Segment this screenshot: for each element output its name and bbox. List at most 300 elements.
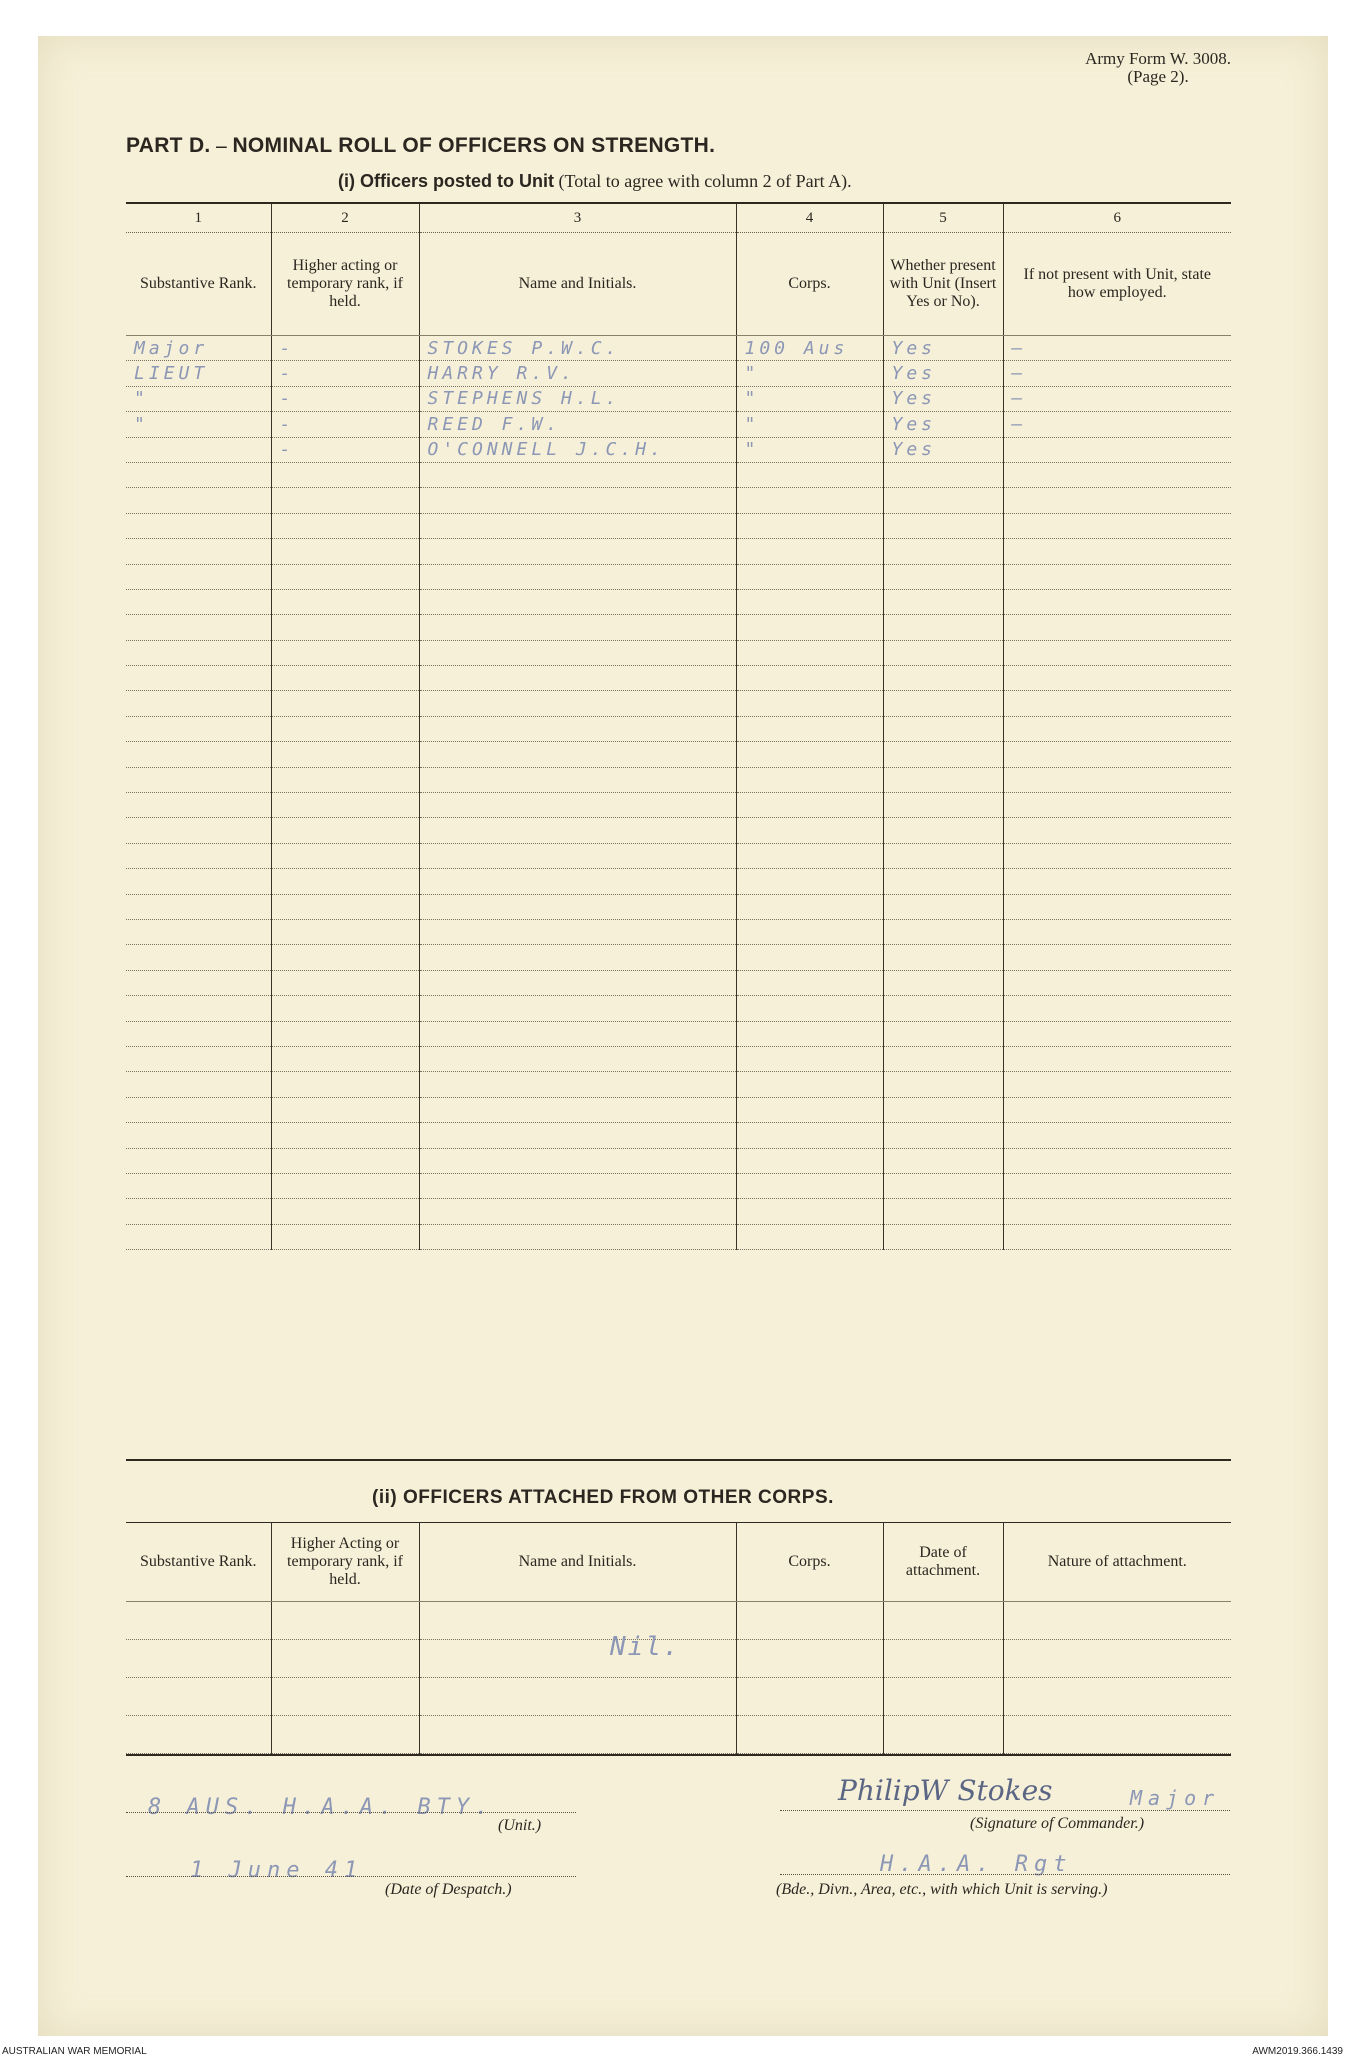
- nil-entry: Nil.: [610, 1632, 681, 1662]
- table-cell: [883, 945, 1003, 970]
- table-cell: —: [1003, 386, 1231, 411]
- table-cell: [419, 513, 736, 538]
- table-cell: [736, 1072, 883, 1097]
- table-cell: [271, 716, 419, 741]
- table-cell: [736, 1046, 883, 1071]
- table-cell: [1003, 1602, 1231, 1640]
- table-cell: [271, 462, 419, 487]
- header2-nature: Nature of attachment.: [1003, 1523, 1231, 1602]
- table-row: [126, 640, 1231, 665]
- table-cell: [419, 1716, 736, 1754]
- header2-corps: Corps.: [736, 1523, 883, 1602]
- bde-value: H.A.A. Rgt: [880, 1852, 1073, 1877]
- table-row: [126, 361, 1231, 386]
- header-substantive-rank: Substantive Rank.: [126, 233, 271, 336]
- table-row: [126, 1716, 1231, 1754]
- table-cell: [126, 691, 271, 716]
- table-cell: [736, 1224, 883, 1249]
- table-cell: [271, 793, 419, 818]
- table-cell: [271, 869, 419, 894]
- table-cell: [419, 615, 736, 640]
- header-name-initials: Name and Initials.: [419, 233, 736, 336]
- table-cell: [883, 742, 1003, 767]
- table-cell: [271, 513, 419, 538]
- table-cell: [736, 1123, 883, 1148]
- table-cell: [419, 539, 736, 564]
- table-cell: [736, 742, 883, 767]
- table-cell: [271, 1021, 419, 1046]
- table-cell: [736, 970, 883, 995]
- table-cell: [883, 589, 1003, 614]
- table-row: [126, 894, 1231, 919]
- table-cell: [271, 1640, 419, 1678]
- table-cell: [1003, 437, 1231, 462]
- table-cell: [419, 1046, 736, 1071]
- table-cell: REED F.W.: [419, 412, 736, 437]
- table-cell: [126, 1602, 271, 1640]
- table-cell: [126, 488, 271, 513]
- table-cell: [1003, 1148, 1231, 1173]
- table-cell: [1003, 1716, 1231, 1754]
- table-cell: [126, 1097, 271, 1122]
- table-cell: [271, 488, 419, 513]
- table-cell: [126, 589, 271, 614]
- table-cell: [1003, 589, 1231, 614]
- table-cell: [736, 640, 883, 665]
- table-cell: [736, 869, 883, 894]
- table-cell: [419, 818, 736, 843]
- table-cell: [736, 615, 883, 640]
- table-cell: [126, 945, 271, 970]
- table-cell: [883, 894, 1003, 919]
- table-cell: [126, 462, 271, 487]
- header-how-employed: If not present with Unit, state how employed.: [1003, 233, 1231, 336]
- table-cell: [883, 513, 1003, 538]
- table-cell: [271, 589, 419, 614]
- table-row: [126, 1224, 1231, 1249]
- table-cell: [126, 1716, 271, 1754]
- table-cell: [883, 1097, 1003, 1122]
- table-cell: [271, 818, 419, 843]
- table-cell: [1003, 1021, 1231, 1046]
- signature-label: (Signature of Commander.): [970, 1815, 1145, 1832]
- unit-label: (Unit.): [498, 1817, 542, 1834]
- table-cell: [736, 488, 883, 513]
- archive-credit-left: AUSTRALIAN WAR MEMORIAL: [2, 2046, 147, 2057]
- table-cell: [883, 564, 1003, 589]
- table-cell: [126, 894, 271, 919]
- table-row: [126, 767, 1231, 792]
- table-cell: [419, 1224, 736, 1249]
- table-cell: [126, 539, 271, 564]
- table-cell: [883, 843, 1003, 868]
- table-cell: [883, 767, 1003, 792]
- table-row: [126, 996, 1231, 1021]
- unit-line: [126, 1812, 576, 1813]
- table1-bottom-rule: [126, 1459, 1231, 1461]
- table-cell: [1003, 919, 1231, 944]
- table-cell: Yes: [883, 386, 1003, 411]
- table-cell: [419, 1173, 736, 1198]
- table-row: [126, 1678, 1231, 1716]
- table-cell: [1003, 488, 1231, 513]
- header-higher-rank: Higher acting or temporary rank, if held.: [271, 233, 419, 336]
- table-cell: [883, 818, 1003, 843]
- table-cell: [736, 1716, 883, 1754]
- column-number-row: 1 2 3 4 5 6: [126, 204, 1231, 233]
- table-cell: ": [736, 412, 883, 437]
- table-cell: [1003, 564, 1231, 589]
- table-cell: 100 Aus: [736, 336, 883, 361]
- table-cell: [271, 767, 419, 792]
- section-2-heading: (ii) OFFICERS ATTACHED FROM OTHER CORPS.: [372, 1487, 834, 1508]
- table-cell: [126, 1123, 271, 1148]
- table-cell: STEPHENS H.L.: [419, 386, 736, 411]
- table-cell: [1003, 742, 1231, 767]
- table-cell: [1003, 869, 1231, 894]
- table-row: [126, 793, 1231, 818]
- table-cell: [271, 640, 419, 665]
- table-cell: [126, 666, 271, 691]
- table-row: [126, 589, 1231, 614]
- table-cell: [126, 716, 271, 741]
- table-cell: [1003, 1097, 1231, 1122]
- table-cell: [883, 869, 1003, 894]
- table-cell: [126, 793, 271, 818]
- table-cell: [271, 1097, 419, 1122]
- table-cell: [736, 945, 883, 970]
- table-cell: [1003, 691, 1231, 716]
- table-cell: [271, 996, 419, 1021]
- table-cell: [419, 488, 736, 513]
- table-row: [126, 336, 1231, 361]
- table-cell: [271, 666, 419, 691]
- table-cell: [736, 589, 883, 614]
- table-row: [126, 1199, 1231, 1224]
- table-cell: [271, 691, 419, 716]
- table-cell: [126, 818, 271, 843]
- table-cell: [736, 1173, 883, 1198]
- table-cell: -: [271, 386, 419, 411]
- table-cell: [126, 996, 271, 1021]
- table-cell: [883, 1640, 1003, 1678]
- table-cell: [883, 1678, 1003, 1716]
- table-cell: [1003, 970, 1231, 995]
- table-cell: [736, 539, 883, 564]
- header2-name-initials: Name and Initials.: [419, 1523, 736, 1602]
- table-row: [126, 1173, 1231, 1198]
- table-cell: [271, 1123, 419, 1148]
- header2-substantive-rank: Substantive Rank.: [126, 1523, 271, 1602]
- section-1-heading: (i) Officers posted to Unit (Total to agree with column 2 of Part A).: [338, 171, 852, 191]
- table-cell: [419, 666, 736, 691]
- table-cell: [419, 894, 736, 919]
- bde-line: [780, 1874, 1230, 1875]
- table-cell: [736, 691, 883, 716]
- table-cell: HARRY R.V.: [419, 361, 736, 386]
- table-cell: [736, 767, 883, 792]
- table-cell: [1003, 1678, 1231, 1716]
- table-cell: [883, 1173, 1003, 1198]
- table-cell: [419, 843, 736, 868]
- table-cell: [126, 742, 271, 767]
- table-cell: [419, 691, 736, 716]
- table-cell: —: [1003, 336, 1231, 361]
- table-row: [126, 1097, 1231, 1122]
- table-cell: [126, 1678, 271, 1716]
- table-cell: [736, 666, 883, 691]
- table-cell: [883, 539, 1003, 564]
- table-cell: [419, 869, 736, 894]
- table-cell: [271, 1046, 419, 1071]
- table-cell: [736, 1148, 883, 1173]
- table-cell: Yes: [883, 437, 1003, 462]
- signature-rank: Major: [1130, 1786, 1221, 1810]
- table-row: [126, 716, 1231, 741]
- table-cell: [271, 1173, 419, 1198]
- table-cell: [736, 996, 883, 1021]
- table-row: [126, 945, 1231, 970]
- header2-higher-rank: Higher Acting or temporary rank, if held.: [271, 1523, 419, 1602]
- table-cell: [736, 564, 883, 589]
- form-number: Army Form W. 3008.: [1085, 49, 1231, 68]
- table-cell: [419, 945, 736, 970]
- table-cell: [126, 564, 271, 589]
- table-cell: [271, 1199, 419, 1224]
- table-cell: [419, 589, 736, 614]
- table-cell: [419, 1640, 736, 1678]
- table-cell: Yes: [883, 336, 1003, 361]
- table-row: [126, 666, 1231, 691]
- table-cell: [271, 539, 419, 564]
- table-row: [126, 462, 1231, 487]
- table-cell: —: [1003, 361, 1231, 386]
- table-cell: [883, 1199, 1003, 1224]
- table-cell: ": [126, 386, 271, 411]
- table-cell: [271, 1072, 419, 1097]
- table-cell: [271, 742, 419, 767]
- table-cell: [126, 767, 271, 792]
- table-cell: [1003, 513, 1231, 538]
- table-cell: ": [126, 412, 271, 437]
- table-cell: [1003, 1640, 1231, 1678]
- table-cell: [419, 1148, 736, 1173]
- header-corps: Corps.: [736, 233, 883, 336]
- table-cell: [883, 793, 1003, 818]
- table-cell: [883, 1046, 1003, 1071]
- table-cell: [271, 894, 419, 919]
- table-cell: [419, 767, 736, 792]
- table-cell: [271, 1716, 419, 1754]
- table-cell: [419, 640, 736, 665]
- table-cell: [1003, 716, 1231, 741]
- table-cell: [736, 919, 883, 944]
- table-row: [126, 539, 1231, 564]
- table-cell: Yes: [883, 361, 1003, 386]
- table-row: [126, 869, 1231, 894]
- table-cell: [419, 1021, 736, 1046]
- table-cell: [419, 462, 736, 487]
- table-row: [126, 919, 1231, 944]
- table-cell: ": [736, 386, 883, 411]
- column-header-row-2: [126, 1523, 1231, 1602]
- table-cell: [1003, 1199, 1231, 1224]
- table-cell: [1003, 996, 1231, 1021]
- table-cell: [419, 1678, 736, 1716]
- table-cell: [1003, 462, 1231, 487]
- bde-label: (Bde., Divn., Area, etc., with which Unit is serving.): [776, 1881, 1108, 1898]
- table-row: [126, 843, 1231, 868]
- table-cell: [271, 615, 419, 640]
- table-cell: [736, 1097, 883, 1122]
- table-row: [126, 691, 1231, 716]
- table-cell: [1003, 818, 1231, 843]
- table-cell: [1003, 767, 1231, 792]
- form-page: (Page 2).: [1127, 67, 1189, 86]
- date-value: 1 June 41: [190, 1858, 364, 1883]
- table-cell: -: [271, 412, 419, 437]
- table-row: [126, 818, 1231, 843]
- table-cell: [271, 1148, 419, 1173]
- table-cell: [1003, 945, 1231, 970]
- table-cell: [1003, 1046, 1231, 1071]
- table-row: [126, 970, 1231, 995]
- table-cell: [271, 919, 419, 944]
- table-cell: [126, 1224, 271, 1249]
- table-cell: [126, 1199, 271, 1224]
- table-cell: [271, 1224, 419, 1249]
- table-cell: [271, 970, 419, 995]
- table-cell: [126, 1072, 271, 1097]
- table-cell: [271, 843, 419, 868]
- table-cell: [883, 640, 1003, 665]
- date-label: (Date of Despatch.): [385, 1881, 512, 1898]
- column-header-row: [126, 233, 1231, 336]
- table-cell: [419, 564, 736, 589]
- table-cell: [1003, 1123, 1231, 1148]
- table-cell: [419, 1072, 736, 1097]
- table-cell: [126, 640, 271, 665]
- table-cell: [126, 1021, 271, 1046]
- table-cell: -: [271, 336, 419, 361]
- table-row: [126, 1046, 1231, 1071]
- table-cell: [736, 716, 883, 741]
- table-row: [126, 564, 1231, 589]
- table-cell: [736, 462, 883, 487]
- table-row: [126, 1148, 1231, 1173]
- header2-date: Date of attachment.: [883, 1523, 1003, 1602]
- table-cell: LIEUT: [126, 361, 271, 386]
- table-cell: [126, 1148, 271, 1173]
- table-cell: [883, 462, 1003, 487]
- table-cell: -: [271, 361, 419, 386]
- table-cell: [736, 818, 883, 843]
- table-cell: [126, 437, 271, 462]
- table-row: [126, 412, 1231, 437]
- part-label: PART D.: [126, 134, 211, 157]
- table-cell: [1003, 793, 1231, 818]
- title-text: NOMINAL ROLL OF OFFICERS ON STRENGTH.: [232, 134, 716, 157]
- table-cell: [1003, 640, 1231, 665]
- table-cell: [883, 996, 1003, 1021]
- table-cell: [419, 1199, 736, 1224]
- table-cell: [271, 945, 419, 970]
- table-cell: Major: [126, 336, 271, 361]
- officers-posted-table: [126, 204, 1231, 1250]
- table-cell: [883, 615, 1003, 640]
- table2-bottom-rule: [126, 1754, 1231, 1756]
- table-cell: [1003, 615, 1231, 640]
- table-cell: [1003, 1173, 1231, 1198]
- table-cell: [1003, 894, 1231, 919]
- signature-value: PhilipW Stokes: [838, 1774, 1053, 1807]
- table-cell: [736, 894, 883, 919]
- table-cell: [883, 1123, 1003, 1148]
- table-cell: [1003, 1072, 1231, 1097]
- table-cell: [736, 1602, 883, 1640]
- table-cell: [883, 1148, 1003, 1173]
- table-row: [126, 437, 1231, 462]
- table-cell: ": [736, 361, 883, 386]
- table-cell: [126, 919, 271, 944]
- table-row: [126, 1021, 1231, 1046]
- table-cell: [271, 1602, 419, 1640]
- table-cell: [419, 793, 736, 818]
- table-cell: [883, 691, 1003, 716]
- table-cell: [883, 970, 1003, 995]
- table-cell: [1003, 539, 1231, 564]
- table-cell: [126, 843, 271, 868]
- table-cell: [271, 1678, 419, 1716]
- table-cell: [419, 970, 736, 995]
- table-row: [126, 1072, 1231, 1097]
- table-cell: [419, 716, 736, 741]
- table-cell: [126, 513, 271, 538]
- table-cell: [883, 1716, 1003, 1754]
- form-reference: [1085, 50, 1231, 86]
- table-row: [126, 742, 1231, 767]
- signature-line: [780, 1810, 1230, 1811]
- table-cell: [126, 869, 271, 894]
- table-cell: [883, 919, 1003, 944]
- table-cell: [736, 793, 883, 818]
- table-cell: [126, 615, 271, 640]
- table-cell: [126, 1046, 271, 1071]
- table-cell: [419, 996, 736, 1021]
- table-cell: [883, 1072, 1003, 1097]
- page-title: PART D. – NOMINAL ROLL OF OFFICERS ON STRENGTH.: [126, 133, 716, 157]
- table-row: [126, 1123, 1231, 1148]
- table-cell: [736, 1199, 883, 1224]
- table-cell: [883, 1021, 1003, 1046]
- table-cell: [1003, 1224, 1231, 1249]
- table-row: [126, 386, 1231, 411]
- table-cell: [736, 1640, 883, 1678]
- table-cell: [736, 513, 883, 538]
- table-cell: O'CONNELL J.C.H.: [419, 437, 736, 462]
- table-cell: [126, 970, 271, 995]
- table-cell: [736, 1678, 883, 1716]
- table-cell: [883, 666, 1003, 691]
- table-cell: [419, 1602, 736, 1640]
- archive-credit-right: AWM2019.366.1439: [1252, 2046, 1343, 2057]
- table-cell: [1003, 666, 1231, 691]
- table-row: [126, 615, 1231, 640]
- table-cell: [883, 1602, 1003, 1640]
- table-cell: [126, 1173, 271, 1198]
- table-cell: STOKES P.W.C.: [419, 336, 736, 361]
- unit-value: 8 AUS. H.A.A. BTY.: [148, 1795, 495, 1820]
